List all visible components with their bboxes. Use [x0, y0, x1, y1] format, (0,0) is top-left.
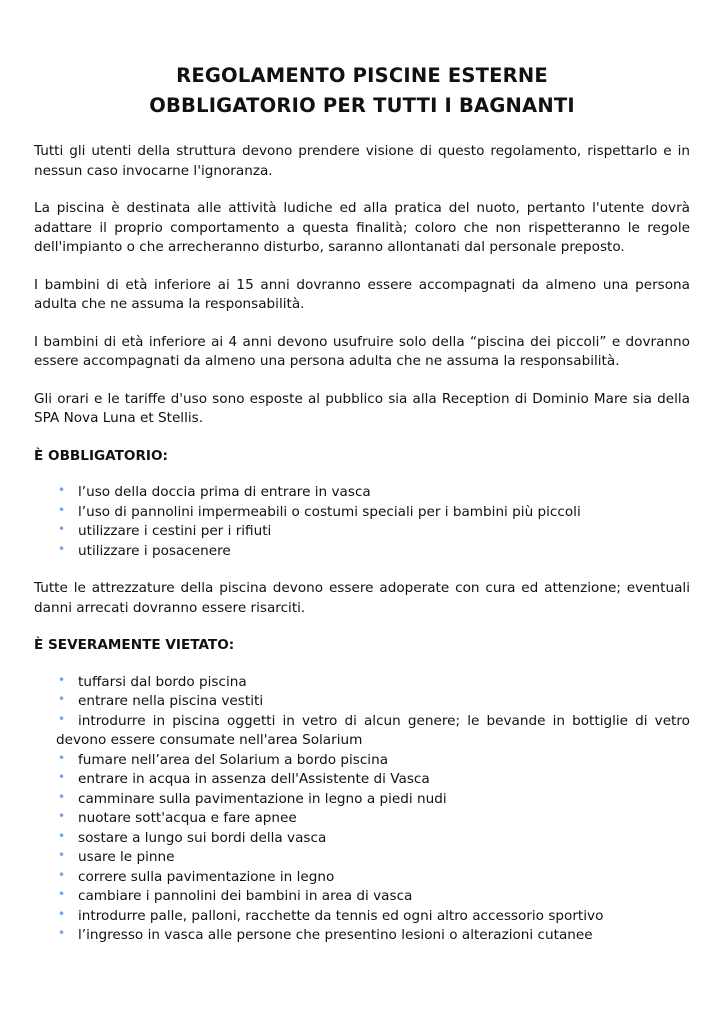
list-vietato — [34, 673, 690, 946]
list-item-text: introdurre in piscina oggetti in vetro di alcun genere; le bevande in bottiglie di vetro devono essere consumate nell'area Solarium — [56, 712, 690, 748]
bullet-icon: • — [58, 848, 66, 862]
paragraph-children-15: I bambini di età inferiore ai 15 anni dovranno essere accompagnati da almeno una persona adulta che ne assuma la responsabilità. — [34, 276, 690, 312]
bullet-icon: • — [58, 502, 66, 517]
list-item-text: entrare nella piscina vestiti — [78, 693, 264, 709]
list-item-text: entrare in acqua in assenza dell'Assistente di Vasca — [78, 771, 430, 787]
bullet-icon: • — [58, 867, 66, 882]
bullet-icon: • — [58, 483, 66, 497]
list-obbligatorio — [34, 483, 690, 561]
list-item — [56, 673, 690, 693]
list-item — [56, 790, 690, 810]
list-item — [56, 829, 690, 849]
bullet-icon: • — [58, 926, 66, 940]
list-item-text: correre sulla pavimentazione in legno — [78, 868, 335, 885]
list-item — [56, 848, 690, 868]
bullet-icon: • — [58, 887, 66, 901]
list-item — [56, 483, 690, 503]
list-item-text: usare le pinne — [78, 849, 175, 865]
document-title-line-2: OBBLIGATORIO PER TUTTI I BAGNANTI — [149, 94, 575, 117]
list-item-text: utilizzare i cestini per i rifiuti — [78, 523, 272, 539]
list-item — [56, 522, 690, 542]
list-item — [56, 887, 690, 907]
bullet-icon: • — [58, 672, 66, 687]
list-item — [56, 692, 690, 712]
paragraph-children-4: I bambini di età inferiore ai 4 anni devono usufruire solo della “piscina dei piccoli” e dovranno essere accompagnati da almeno una persona adulta che ne assuma la responsabilità. — [34, 333, 690, 369]
list-item — [56, 868, 690, 888]
list-item-text: camminare sulla pavimentazione in legno a piedi nudi — [78, 790, 447, 807]
document-title-line-1: REGOLAMENTO PISCINE ESTERNE — [176, 64, 548, 87]
list-item — [56, 907, 690, 927]
bullet-icon: • — [58, 828, 66, 843]
list-item-text: utilizzare i posacenere — [78, 542, 231, 559]
bullet-icon: • — [58, 906, 66, 921]
bullet-icon: • — [58, 692, 66, 706]
list-item-text: cambiare i pannolini dei bambini in area di vasca — [78, 888, 413, 904]
bullet-icon: • — [58, 770, 66, 784]
bullet-icon: • — [58, 522, 66, 536]
list-item — [56, 926, 690, 946]
paragraph-intro: Tutti gli utenti della struttura devono prendere visione di questo regolamento, rispettarlo e in nessun caso invocarne l'ignoranza. — [34, 143, 690, 179]
list-item — [56, 503, 690, 523]
list-item — [56, 809, 690, 829]
list-item-text: sostare a lungo sui bordi della vasca — [78, 829, 327, 846]
bullet-icon: • — [58, 541, 66, 556]
list-item-text: nuotare sott'acqua e fare apnee — [78, 810, 297, 826]
list-item-text: fumare nell’area del Solarium a bordo piscina — [78, 751, 389, 768]
bullet-icon: • — [58, 789, 66, 804]
list-item-text: l’ingresso in vasca alle persone che presentino lesioni o alterazioni cutanee — [78, 927, 593, 943]
heading-obbligatorio: È OBBLIGATORIO: — [34, 447, 168, 464]
paragraph-purpose: La piscina è destinata alle attività ludiche ed alla pratica del nuoto, pertanto l'utente dovrà adattare il proprio comportamento a questa finalità; coloro che non rispetteranno le regole dell'impianto o che arrecheranno disturbo, saranno allontanati dal personale preposto. — [34, 200, 690, 255]
bullet-icon: • — [58, 711, 66, 726]
list-item — [56, 751, 690, 771]
list-item — [56, 542, 690, 562]
paragraph-hours: Gli orari e le tariffe d'uso sono esposte al pubblico sia alla Reception di Dominio Mare sia della SPA Nova Luna et Stellis. — [34, 390, 690, 426]
heading-vietato: È SEVERAMENTE VIETATO: — [34, 637, 235, 653]
document-body — [34, 142, 690, 946]
list-item — [56, 712, 690, 751]
list-item-text: l’uso della doccia prima di entrare in vasca — [78, 484, 371, 500]
bullet-icon: • — [58, 750, 66, 765]
list-item-text: introdurre palle, palloni, racchette da tennis ed ogni altro accessorio sportivo — [78, 907, 604, 924]
list-item-text: l’uso di pannolini impermeabili o costumi speciali per i bambini più piccoli — [78, 503, 581, 520]
list-item — [56, 770, 690, 790]
paragraph-equipment: Tutte le attrezzature della piscina devono essere adoperate con cura ed attenzione; eventuali danni arrecati dovranno essere risarciti. — [34, 580, 690, 616]
list-item-text: tuffarsi dal bordo piscina — [78, 673, 247, 690]
bullet-icon: • — [58, 809, 66, 823]
